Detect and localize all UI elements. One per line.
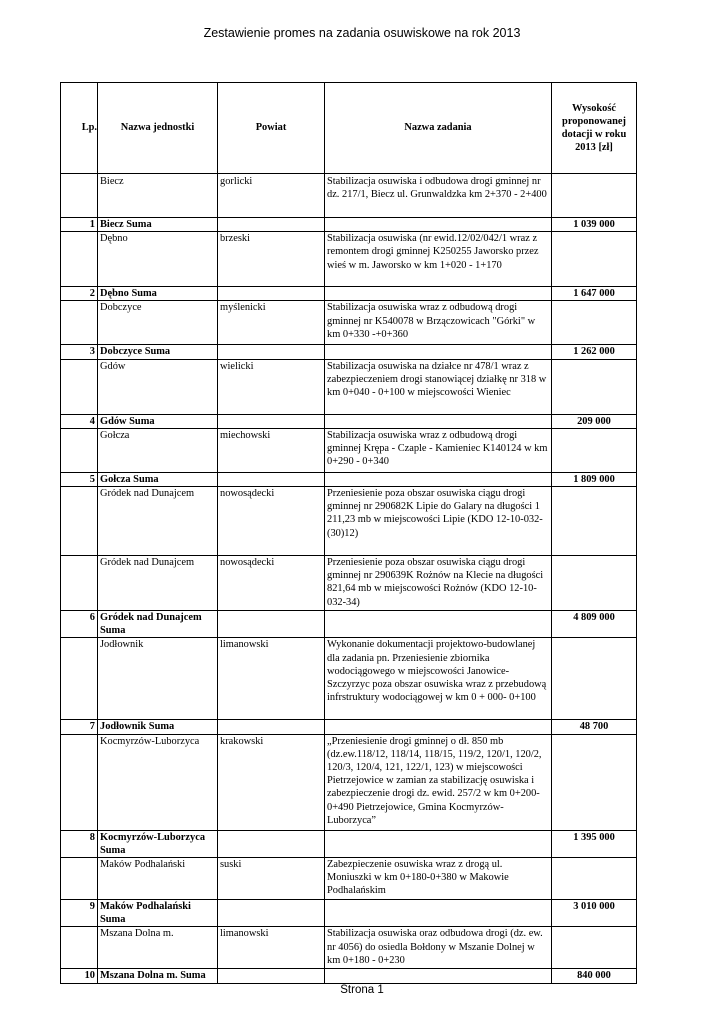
task-name-cell: Wykonanie dokumentacji projektowo-budowlanej dla zadania pn. Przeniesienie zbiornika wodociągowego w miejscowości Janowice-Szczyrzyc poza obszar osuwiska wraz z przebudową infrstruktury wodociągowej w km 0 + 000- 0+100 [325,638,552,720]
sum-label-cell: Maków Podhalański Suma [98,900,218,927]
unit-name-cell: Dobczyce [98,301,218,345]
sum-row [61,611,637,638]
powiat-cell [218,345,325,359]
powiat-cell [218,218,325,232]
lp-cell [61,734,98,830]
lp-cell: 4 [61,414,98,428]
lp-cell: 3 [61,345,98,359]
powiat-cell: krakowski [218,734,325,830]
amount-cell [552,301,637,345]
header-lp: Lp. [61,83,98,174]
table-row [61,487,637,556]
lp-cell: 2 [61,287,98,301]
unit-name-cell: Gródek nad Dunajcem [98,556,218,611]
table-row [61,927,637,969]
header-unit-name: Nazwa jednostki [98,83,218,174]
task-name-cell: Przeniesienie poza obszar osuwiska ciągu drogi gminnej nr 290682K Lipie do Galary na długości 1 211,23 mb w miejscowości Lipie (KDO 12-10-032-(30)12) [325,487,552,556]
sum-amount-cell: 1 647 000 [552,287,637,301]
amount-cell [552,487,637,556]
task-name-cell: Zabezpieczenie osuwiska wraz z drogą ul. Moniuszki w km 0+180-0+380 w Makowie Podhalańskim [325,858,552,900]
sum-row [61,414,637,428]
sum-amount-cell: 4 809 000 [552,611,637,638]
sum-row [61,345,637,359]
powiat-cell: nowosądecki [218,556,325,611]
sum-row [61,900,637,927]
table-body [61,174,637,984]
lp-cell [61,927,98,969]
task-name-cell [325,720,552,734]
sum-row [61,287,637,301]
header-powiat: Powiat [218,83,325,174]
powiat-cell [218,287,325,301]
lp-cell: 10 [61,969,98,983]
task-name-cell: Stabilizacja osuwiska i odbudowa drogi gminnej nr dz. 217/1, Biecz ul. Grunwaldzka km 2+370 - 2+400 [325,174,552,218]
task-name-cell: „Przeniesienie drogi gminnej o dł. 850 mb (dz.ew.118/12, 118/14, 118/15, 119/2, 120/1, 120/2, 120/3, 120/4, 121, 122/1, 123) w miejscowości Pietrzejowice w zamian za stabilizację osuwiska i zabezpieczenie drogi dz. ewid. 257/2 w km 0+200-0+490 Pietrzejowice, Gmina Kocmyrzów-Luborzyca” [325,734,552,830]
table-row [61,858,637,900]
sum-label-cell: Dobczyce Suma [98,345,218,359]
powiat-cell [218,969,325,983]
task-name-cell [325,414,552,428]
lp-cell: 7 [61,720,98,734]
amount-cell [552,556,637,611]
sum-amount-cell: 840 000 [552,969,637,983]
powiat-cell: nowosądecki [218,487,325,556]
table-row [61,428,637,472]
powiat-cell [218,472,325,486]
lp-cell [61,858,98,900]
lp-cell [61,428,98,472]
header-task-name: Nazwa zadania [325,83,552,174]
table-row [61,232,637,287]
table-header-row [61,83,637,174]
sum-label-cell: Gdów Suma [98,414,218,428]
sum-row [61,472,637,486]
task-name-cell [325,472,552,486]
task-name-cell [325,969,552,983]
sum-label-cell: Jodłownik Suma [98,720,218,734]
sum-amount-cell: 1 395 000 [552,830,637,857]
amount-cell [552,232,637,287]
lp-cell: 5 [61,472,98,486]
amount-cell [552,927,637,969]
lp-cell [61,487,98,556]
lp-cell: 8 [61,830,98,857]
task-name-cell [325,611,552,638]
powiat-cell: brzeski [218,232,325,287]
task-name-cell: Stabilizacja osuwiska na działce nr 478/1 wraz z zabezpieczeniem drogi stanowiącej działkę nr 318 w km 0+040 - 0+100 w miejscowości Wieniec [325,359,552,414]
sum-label-cell: Biecz Suma [98,218,218,232]
unit-name-cell: Jodłownik [98,638,218,720]
powiat-cell [218,830,325,857]
sum-amount-cell: 1 039 000 [552,218,637,232]
sum-row [61,969,637,983]
unit-name-cell: Maków Podhalański [98,858,218,900]
sum-row [61,218,637,232]
table-row [61,301,637,345]
unit-name-cell: Gdów [98,359,218,414]
sum-row [61,830,637,857]
amount-cell [552,638,637,720]
unit-name-cell: Gródek nad Dunajcem [98,487,218,556]
powiat-cell: limanowski [218,638,325,720]
table-row [61,359,637,414]
lp-cell [61,638,98,720]
powiat-cell [218,611,325,638]
sum-row [61,720,637,734]
sum-amount-cell: 3 010 000 [552,900,637,927]
lp-cell [61,232,98,287]
sum-label-cell: Gródek nad Dunajcem Suma [98,611,218,638]
table-row [61,556,637,611]
lp-cell: 9 [61,900,98,927]
powiat-cell [218,900,325,927]
amount-cell [552,734,637,830]
amount-cell [552,359,637,414]
sum-amount-cell: 48 700 [552,720,637,734]
lp-cell [61,301,98,345]
promises-table [60,82,637,984]
table-row [61,734,637,830]
amount-cell [552,428,637,472]
powiat-cell: limanowski [218,927,325,969]
unit-name-cell: Dębno [98,232,218,287]
lp-cell: 6 [61,611,98,638]
sum-label-cell: Dębno Suma [98,287,218,301]
powiat-cell [218,720,325,734]
task-name-cell: Stabilizacja osuwiska wraz z odbudową drogi gminnej nr K540078 w Brzączowicach "Górki" w km 0+330 -+0+360 [325,301,552,345]
task-name-cell: Stabilizacja osuwiska oraz odbudowa drogi (dz. ew. nr 4056) do osiedla Bołdony w Mszanie Dolnej w km 0+180 - 0+230 [325,927,552,969]
task-name-cell [325,287,552,301]
task-name-cell [325,218,552,232]
powiat-cell: gorlicki [218,174,325,218]
unit-name-cell: Mszana Dolna m. [98,927,218,969]
sum-amount-cell: 1 809 000 [552,472,637,486]
sum-label-cell: Kocmyrzów-Luborzyca Suma [98,830,218,857]
task-name-cell: Stabilizacja osuwiska (nr ewid.12/02/042/1 wraz z remontem drogi gminnej K250255 Jaworsko przez wieś w m. Jaworsko w km 1+020 - 1+170 [325,232,552,287]
powiat-cell: miechowski [218,428,325,472]
powiat-cell: wielicki [218,359,325,414]
task-name-cell: Przeniesienie poza obszar osuwiska ciągu drogi gminnej nr 290639K Rożnów na Klecie na długości 821,64 mb w miejscowości Rożnów (KDO 12-10-032-34) [325,556,552,611]
header-grant-amount: Wysokość proponowanej dotacji w roku 2013 [zł] [552,83,637,174]
task-name-cell [325,830,552,857]
lp-cell: 1 [61,218,98,232]
table-row [61,638,637,720]
lp-cell [61,556,98,611]
page-footer: Strona 1 [340,984,384,996]
amount-cell [552,174,637,218]
sum-amount-cell: 1 262 000 [552,345,637,359]
sum-label-cell: Gołcza Suma [98,472,218,486]
lp-cell [61,359,98,414]
sum-amount-cell: 209 000 [552,414,637,428]
task-name-cell [325,345,552,359]
unit-name-cell: Gołcza [98,428,218,472]
sum-label-cell: Mszana Dolna m. Suma [98,969,218,983]
amount-cell [552,858,637,900]
task-name-cell: Stabilizacja osuwiska wraz z odbudową drogi gminnej Krępa - Czaple - Kamieniec K140124 w km 0+290 - 0+340 [325,428,552,472]
unit-name-cell: Kocmyrzów-Luborzyca [98,734,218,830]
table-row [61,174,637,218]
powiat-cell [218,414,325,428]
powiat-cell: suski [218,858,325,900]
lp-cell [61,174,98,218]
page-title: Zestawienie promes na zadania osuwiskowe na rok 2013 [203,26,521,40]
powiat-cell: myślenicki [218,301,325,345]
unit-name-cell: Biecz [98,174,218,218]
task-name-cell [325,900,552,927]
